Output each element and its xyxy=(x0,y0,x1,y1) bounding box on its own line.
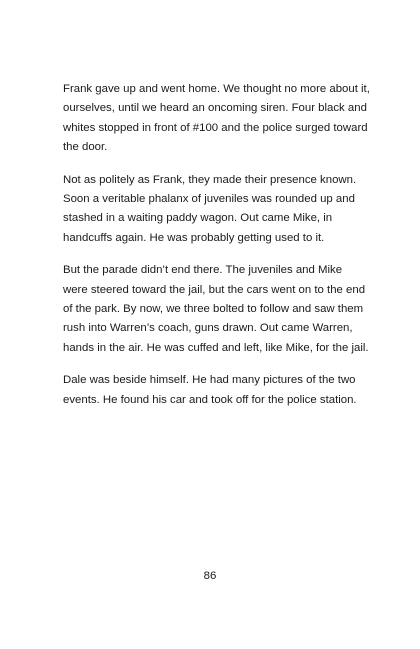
paragraph-line: of the park. By now, we three bolted to follow and saw them xyxy=(63,303,364,316)
body-text xyxy=(63,80,370,423)
paragraph-line: the door. xyxy=(63,141,108,154)
paragraph-4 xyxy=(63,371,363,410)
paragraph-line: hands in the air. He was cuffed and left, like Mike, for the jail. xyxy=(63,341,369,354)
paragraph-line: But the parade didn’t end there. The juveniles and Mike xyxy=(63,264,343,277)
paragraph-line: Soon a veritable phalanx of juveniles was rounded up and xyxy=(63,193,355,206)
paragraph-line: whites stopped in front of #100 and the police surged toward xyxy=(63,121,368,134)
paragraph-line: Not as politely as Frank, they made their presence known. xyxy=(63,173,357,186)
paragraph-line: Dale was beside himself. He had many pictures of the two xyxy=(63,374,356,387)
paragraph-2 xyxy=(63,171,363,249)
paragraph-line: Frank gave up and went home. We thought no more about it, xyxy=(63,83,370,95)
paragraph-3 xyxy=(63,261,369,358)
page-number: 86 xyxy=(203,570,217,582)
paragraph-line: were steered toward the jail, but the cars went on to the end xyxy=(63,283,366,296)
paragraph-line: stashed in a waiting paddy wagon. Out came Mike, in xyxy=(63,212,333,225)
paragraph-line: rush into Warren’s coach, guns drawn. Out came Warren, xyxy=(63,322,353,335)
paragraph-line: events. He found his car and took off for the police station. xyxy=(63,393,357,406)
paragraph-1 xyxy=(63,80,370,158)
paragraph-line: handcuffs again. He was probably getting used to it. xyxy=(63,231,325,244)
paragraph-line: ourselves, until we heard an oncoming siren. Four black and xyxy=(63,102,367,115)
